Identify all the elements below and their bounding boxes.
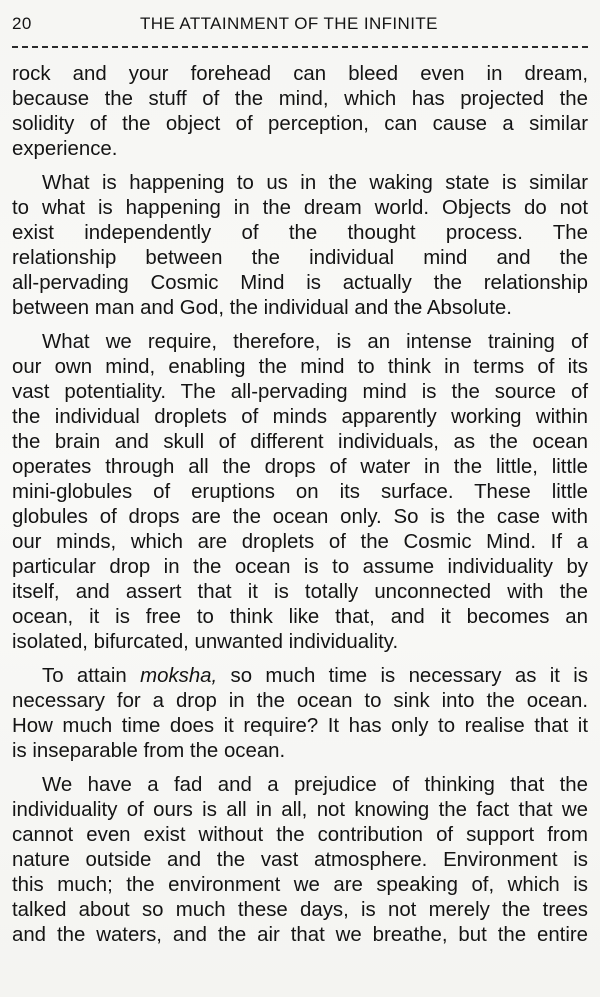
text-line: talked about so much these days, is not merely the trees [12,899,588,921]
page-number: 20 [12,14,32,33]
running-header [12,14,588,40]
text-line: necessary for a drop in the ocean to sink into the ocean. [12,690,588,712]
header-divider [12,46,588,48]
text-line: isolated, bifurcated, unwanted individuality. [12,631,399,653]
text-line: mini-globules of eruptions on its surface. These little [12,481,588,503]
text-line: the brain and skull of different individuals, as the ocean [12,431,588,453]
text-line [12,664,588,689]
text-run: To attain [42,665,141,687]
text-line: How much time does it require? It has only to realise that it [12,715,588,737]
text-line: individuality of ours is all in all, not knowing the fact that we [12,799,588,821]
paragraph-2 [12,171,588,321]
text-line: all-pervading Cosmic Mind is actually the relationship [12,272,588,294]
text-line: ocean, it is free to think like that, and it becomes an [12,606,588,628]
text-line: experience. [12,138,118,160]
text-line: nature outside and the vast atmosphere. Environment is [12,849,588,871]
text-line: between man and God, the individual and the Absolute. [12,297,512,319]
text-line: to what is happening in the dream world. Objects do not [12,197,588,219]
text-line: and the waters, and the air that we breathe, but the entire [12,924,588,946]
text-line: our own mind, enabling the mind to think in terms of its [12,356,588,378]
text-line: rock and your forehead can bleed even in dream, [12,63,588,85]
text-line: vast potentiality. The all-pervading mind is the source of [12,381,588,403]
text-line: itself, and assert that it is totally unconnected with the [12,581,588,603]
text-line: particular drop in the ocean is to assume individuality by [12,556,588,578]
text-line: this much; the environment we are speaking of, which is [12,874,588,896]
text-line: We have a fad and a prejudice of thinking that the [42,774,588,796]
text-line: solidity of the object of perception, can cause a similar [12,113,588,135]
text-line: exist independently of the thought process. The [12,222,588,244]
text-run: so much time is necessary as it is [217,665,589,687]
text-line: What we require, therefore, is an intense training of [42,331,588,353]
text-line: What is happening to us in the waking state is similar [42,172,588,194]
paragraph-3 [12,330,588,655]
text-line: is inseparable from the ocean. [12,740,286,762]
text-line: cannot even exist without the contribution of support from [12,824,588,846]
text-line: globules of drops are the ocean only. So is the case with [12,506,588,528]
book-title: THE ATTAINMENT OF THE INFINITE [140,14,438,33]
body-text [12,62,588,957]
text-line: relationship between the individual mind and the [12,247,588,269]
paragraph-1 [12,62,588,162]
text-line: our minds, which are droplets of the Cosmic Mind. If a [12,531,588,553]
text-line: the individual droplets of minds apparently working within [12,406,588,428]
text-line: operates through all the drops of water in the little, little [12,456,588,478]
paragraph-4 [12,664,588,764]
paragraph-5 [12,773,588,948]
text-line: because the stuff of the mind, which has projected the [12,88,588,110]
italic-term: moksha, [140,665,218,687]
